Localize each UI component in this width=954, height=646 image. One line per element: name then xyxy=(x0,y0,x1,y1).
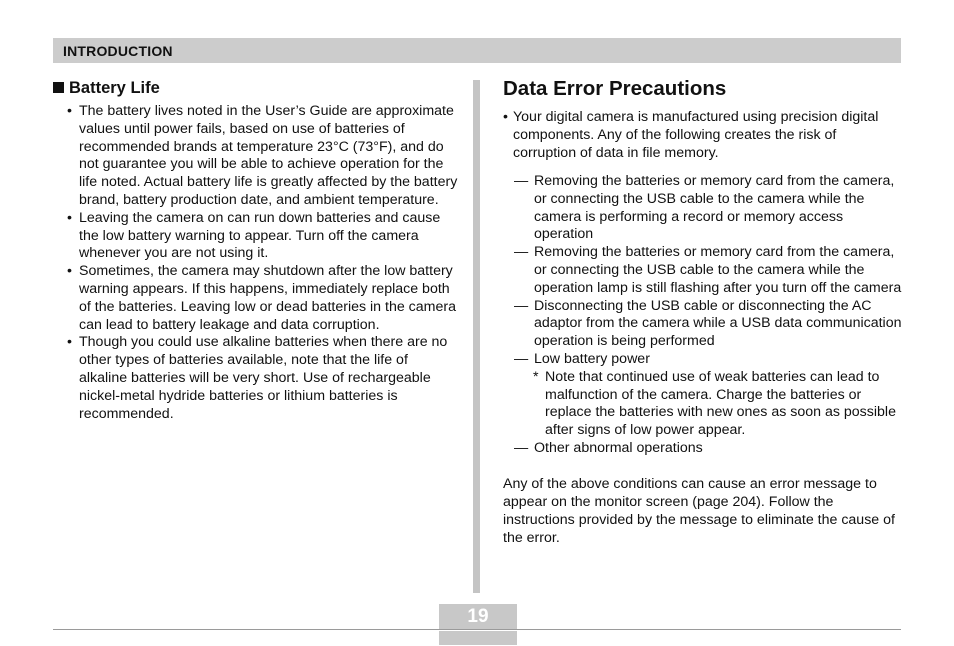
list-item xyxy=(53,334,458,423)
square-bullet-icon xyxy=(53,82,64,93)
battery-life-title: Battery Life xyxy=(69,79,160,97)
list-item xyxy=(503,298,903,351)
list-item xyxy=(53,263,458,334)
bullet-dot-icon: • xyxy=(503,109,508,125)
bullet-dot-icon: • xyxy=(67,334,72,351)
dash-icon: — xyxy=(514,297,529,314)
dash-icon: — xyxy=(514,173,529,189)
closing-paragraph: Any of the above conditions can cause an error message to appear on the monitor screen (page 204). Follow the instructions provided by the message to eliminate the cause of the error. xyxy=(503,475,895,546)
list-item-text: Removing the batteries or memory card from the camera, or connecting the USB cable to the camera while the operation lamp is still flashing after you turn off the camera xyxy=(534,244,902,296)
list-item xyxy=(503,440,903,458)
data-error-section xyxy=(503,78,903,547)
asterisk-icon: * xyxy=(533,368,539,385)
header-bar xyxy=(53,38,901,63)
bullet-dot-icon: • xyxy=(67,209,72,226)
list-item xyxy=(53,210,458,263)
column-divider xyxy=(473,80,480,593)
note-text: Note that continued use of weak batteries can lead to malfunction of the camera. Charge the batteries or replace the batteries with new ones as soon as possible after signs of low power appear. xyxy=(545,368,896,439)
bullet-dot-icon: • xyxy=(67,103,72,119)
bullet-dot-icon: • xyxy=(67,263,72,280)
data-error-intro xyxy=(503,108,903,162)
low-battery-note xyxy=(503,369,903,440)
dash-icon: — xyxy=(514,244,529,261)
list-item xyxy=(53,103,458,210)
battery-life-heading xyxy=(53,78,458,100)
list-item-text: Other abnormal operations xyxy=(534,439,703,456)
battery-life-bullets xyxy=(53,103,458,423)
dash-icon: — xyxy=(514,350,529,367)
intro-text: Your digital camera is manufactured using precision digital components. Any of the following creates the risk of corruption of data in file memory. xyxy=(513,109,879,161)
battery-life-section xyxy=(53,78,458,423)
list-item-text: Though you could use alkaline batteries when there are no other types of batteries available, note that the life of alkaline batteries will be very short. Use of rechargeable nickel-metal hydride batteries or lithium batteries is recommended. xyxy=(79,334,448,422)
dash-icon: — xyxy=(514,439,529,456)
header-title: INTRODUCTION xyxy=(63,43,173,59)
list-item xyxy=(503,173,903,244)
list-item-text: Removing the batteries or memory card from the camera, or connecting the USB cable to the camera while the camera is performing a record or memory access operation xyxy=(534,173,895,243)
list-item-text: Disconnecting the USB cable or disconnecting the AC adaptor from the camera while a USB data communication operation is being performed xyxy=(534,297,902,350)
data-error-title: Data Error Precautions xyxy=(503,77,727,100)
list-item xyxy=(503,244,903,297)
list-item xyxy=(503,351,903,369)
page-number: 19 xyxy=(467,606,489,627)
list-item-text: Sometimes, the camera may shutdown after the low battery warning appears. If this happens, immediately replace both of the batteries. Leaving low or dead batteries in the camera can lead to battery leakage and data corruption. xyxy=(79,263,456,333)
list-item-text: The battery lives noted in the User’s Guide are approximate values until power fails, based on use of batteries of recommended brands at temperature 23°C (73°F), and do not guarantee you will be able to achieve operation for the life noted. Actual battery life is greatly affected by the battery brand, battery production date, and ambient temperature. xyxy=(79,103,458,208)
data-error-list xyxy=(503,173,903,458)
list-item-text: Leaving the camera on can run down batteries and cause the low battery warning to appear. Turn off the camera whenever you are not using it. xyxy=(79,209,441,262)
page-number-box-lower xyxy=(439,631,517,645)
footer-rule xyxy=(53,629,901,630)
list-item-text: Low battery power xyxy=(534,350,650,367)
